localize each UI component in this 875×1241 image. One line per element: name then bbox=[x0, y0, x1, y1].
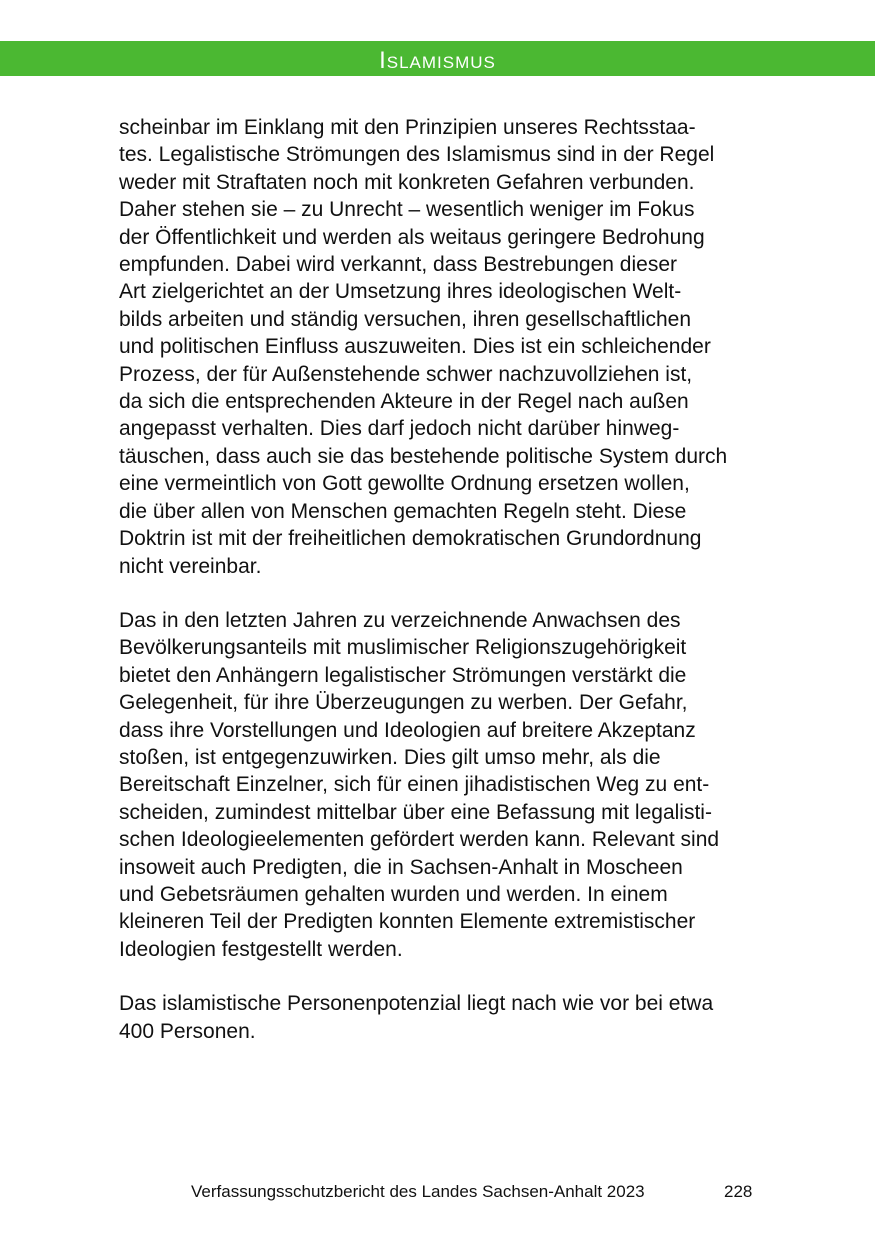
text-line: und Gebetsräumen gehalten wurden und werden. In einem bbox=[119, 882, 668, 906]
text-line: Daher stehen sie – zu Unrecht – wesentlich weniger im Fokus bbox=[119, 198, 695, 222]
text-line: bilds arbeiten und ständig versuchen, ihren gesellschaftlichen bbox=[119, 307, 692, 331]
text-line: tes. Legalistische Strömungen des Islamismus sind in der Regel bbox=[119, 143, 715, 167]
text-line: stoßen, ist entgegenzuwirken. Dies gilt umso mehr, als die bbox=[119, 745, 661, 769]
text-line: nicht vereinbar. bbox=[119, 554, 262, 578]
text-line: Gelegenheit, für ihre Überzeugungen zu werben. Der Gefahr, bbox=[119, 691, 688, 715]
text-line: da sich die entsprechenden Akteure in der Regel nach außen bbox=[119, 390, 689, 414]
text-line: Das in den letzten Jahren zu verzeichnende Anwachsen des bbox=[119, 608, 681, 632]
text-line: Prozess, der für Außenstehende schwer nachzuvollziehen ist, bbox=[119, 362, 693, 386]
text-line: Das islamistische Personenpotenzial liegt nach wie vor bei etwa bbox=[119, 992, 714, 1016]
paragraph-1 bbox=[119, 114, 759, 580]
text-line: der Öffentlichkeit und werden als weitaus geringere Bedrohung bbox=[119, 225, 705, 249]
text-line: die über allen von Menschen gemachten Regeln steht. Diese bbox=[119, 499, 687, 523]
text-line: kleineren Teil der Predigten konnten Elemente extremistischer bbox=[119, 910, 696, 934]
text-line: bietet den Anhängern legalistischer Strömungen verstärkt die bbox=[119, 663, 687, 687]
body-text bbox=[119, 114, 759, 1072]
text-line: dass ihre Vorstellungen und Ideologien auf breitere Akzeptanz bbox=[119, 718, 696, 742]
text-line: Ideologien festgestellt werden. bbox=[119, 937, 403, 961]
text-line: angepasst verhalten. Dies darf jedoch nicht darüber hinweg- bbox=[119, 417, 680, 441]
text-line: und politischen Einfluss auszuweiten. Dies ist ein schleichender bbox=[119, 335, 711, 359]
text-line: schen Ideologieelementen gefördert werden kann. Relevant sind bbox=[119, 828, 720, 852]
text-line: täuschen, dass auch sie das bestehende politische System durch bbox=[119, 444, 728, 468]
text-line: Bereitschaft Einzelner, sich für einen jihadistischen Weg zu ent- bbox=[119, 773, 710, 797]
paragraph-3 bbox=[119, 990, 759, 1045]
text-line: Art zielgerichtet an der Umsetzung ihres ideologischen Welt- bbox=[119, 280, 682, 304]
text-line: insoweit auch Predigten, die in Sachsen-Anhalt in Moscheen bbox=[119, 855, 683, 879]
footer-title: Verfassungsschutzbericht des Landes Sachsen-Anhalt 2023 bbox=[191, 1182, 645, 1201]
section-title: Islamismus bbox=[379, 47, 496, 74]
page-number: 228 bbox=[724, 1182, 753, 1201]
text-line: Doktrin ist mit der freiheitlichen demokratischen Grundordnung bbox=[119, 527, 702, 551]
text-line: Bevölkerungsanteils mit muslimischer Religionszugehörigkeit bbox=[119, 636, 687, 660]
text-line: weder mit Straftaten noch mit konkreten Gefahren verbunden. bbox=[119, 170, 695, 194]
text-line: eine vermeintlich von Gott gewollte Ordnung ersetzen wollen, bbox=[119, 472, 690, 496]
page-footer bbox=[0, 1182, 875, 1206]
text-line: 400 Personen. bbox=[119, 1019, 256, 1043]
paragraph-2 bbox=[119, 607, 759, 963]
text-line: scheiden, zumindest mittelbar über eine Befassung mit legalisti- bbox=[119, 800, 712, 824]
text-line: empfunden. Dabei wird verkannt, dass Bestrebungen dieser bbox=[119, 253, 677, 277]
section-header-bar bbox=[0, 41, 875, 76]
text-line: scheinbar im Einklang mit den Prinzipien unseres Rechtsstaa- bbox=[119, 116, 696, 139]
